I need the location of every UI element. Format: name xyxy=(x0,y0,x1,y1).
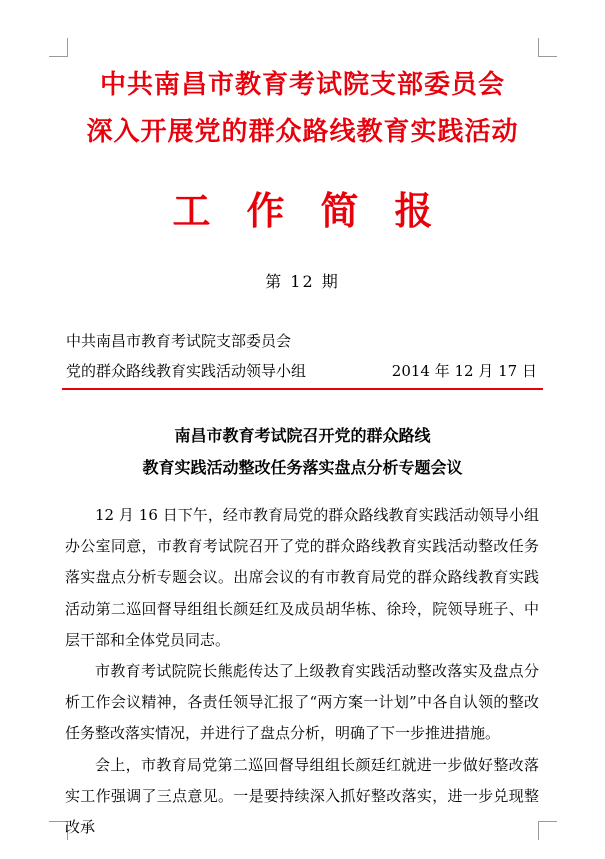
article-paragraph: 12 月 16 日下午，经市教育局党的群众路线教育实践活动领导小组办公室同意，市教育考试院召开了党的群众路线教育实践活动整改任务落实盘点分析专题会议。出席会议的有市教育局党的群众路线教育实践活动第二巡回督导组组长颜廷红及成员胡华栋、徐玲，院领导班子、中层干部和全体党员同志。 xyxy=(65,506,539,649)
red-divider xyxy=(62,388,543,390)
issue-date: 2014 年 12 月 17 日 xyxy=(391,362,537,380)
article-title-line-1: 南昌市教育考试院召开党的群众路线 xyxy=(174,426,431,445)
crop-mark-top-left xyxy=(49,38,68,57)
bulletin-title: 工作简报 xyxy=(172,188,469,233)
article-title-line-2: 教育实践活动整改任务落实盘点分析专题会议 xyxy=(142,458,463,477)
article-paragraph: 会上，市教育局党第二巡回督导组组长颜廷红就进一步做好整改落实工作强调了三点意见。一是要持续深入抓好整改落实，进一步兑现整改承 xyxy=(65,755,539,837)
sender-line-2: 党的群众路线教育实践活动领导小组 xyxy=(66,362,307,380)
article-body xyxy=(65,500,539,843)
masthead-organization: 中共南昌市教育考试院支部委员会 xyxy=(99,70,505,100)
crop-mark-top-right xyxy=(538,38,557,57)
sender-line-1: 中共南昌市教育考试院支部委员会 xyxy=(66,332,292,350)
article-paragraph: 市教育考试院院长熊彪传达了上级教育实践活动整改落实及盘点分析工作会议精神，各责任领导汇报了“两方案一计划”中各自认领的整改任务整改落实情况，并进行了盘点分析，明确了下一步推进措施。 xyxy=(65,662,539,743)
crop-mark-bottom-right xyxy=(538,821,557,840)
issue-number: 第 12 期 xyxy=(265,272,340,291)
masthead-campaign: 深入开展党的群众路线教育实践活动 xyxy=(86,117,519,147)
